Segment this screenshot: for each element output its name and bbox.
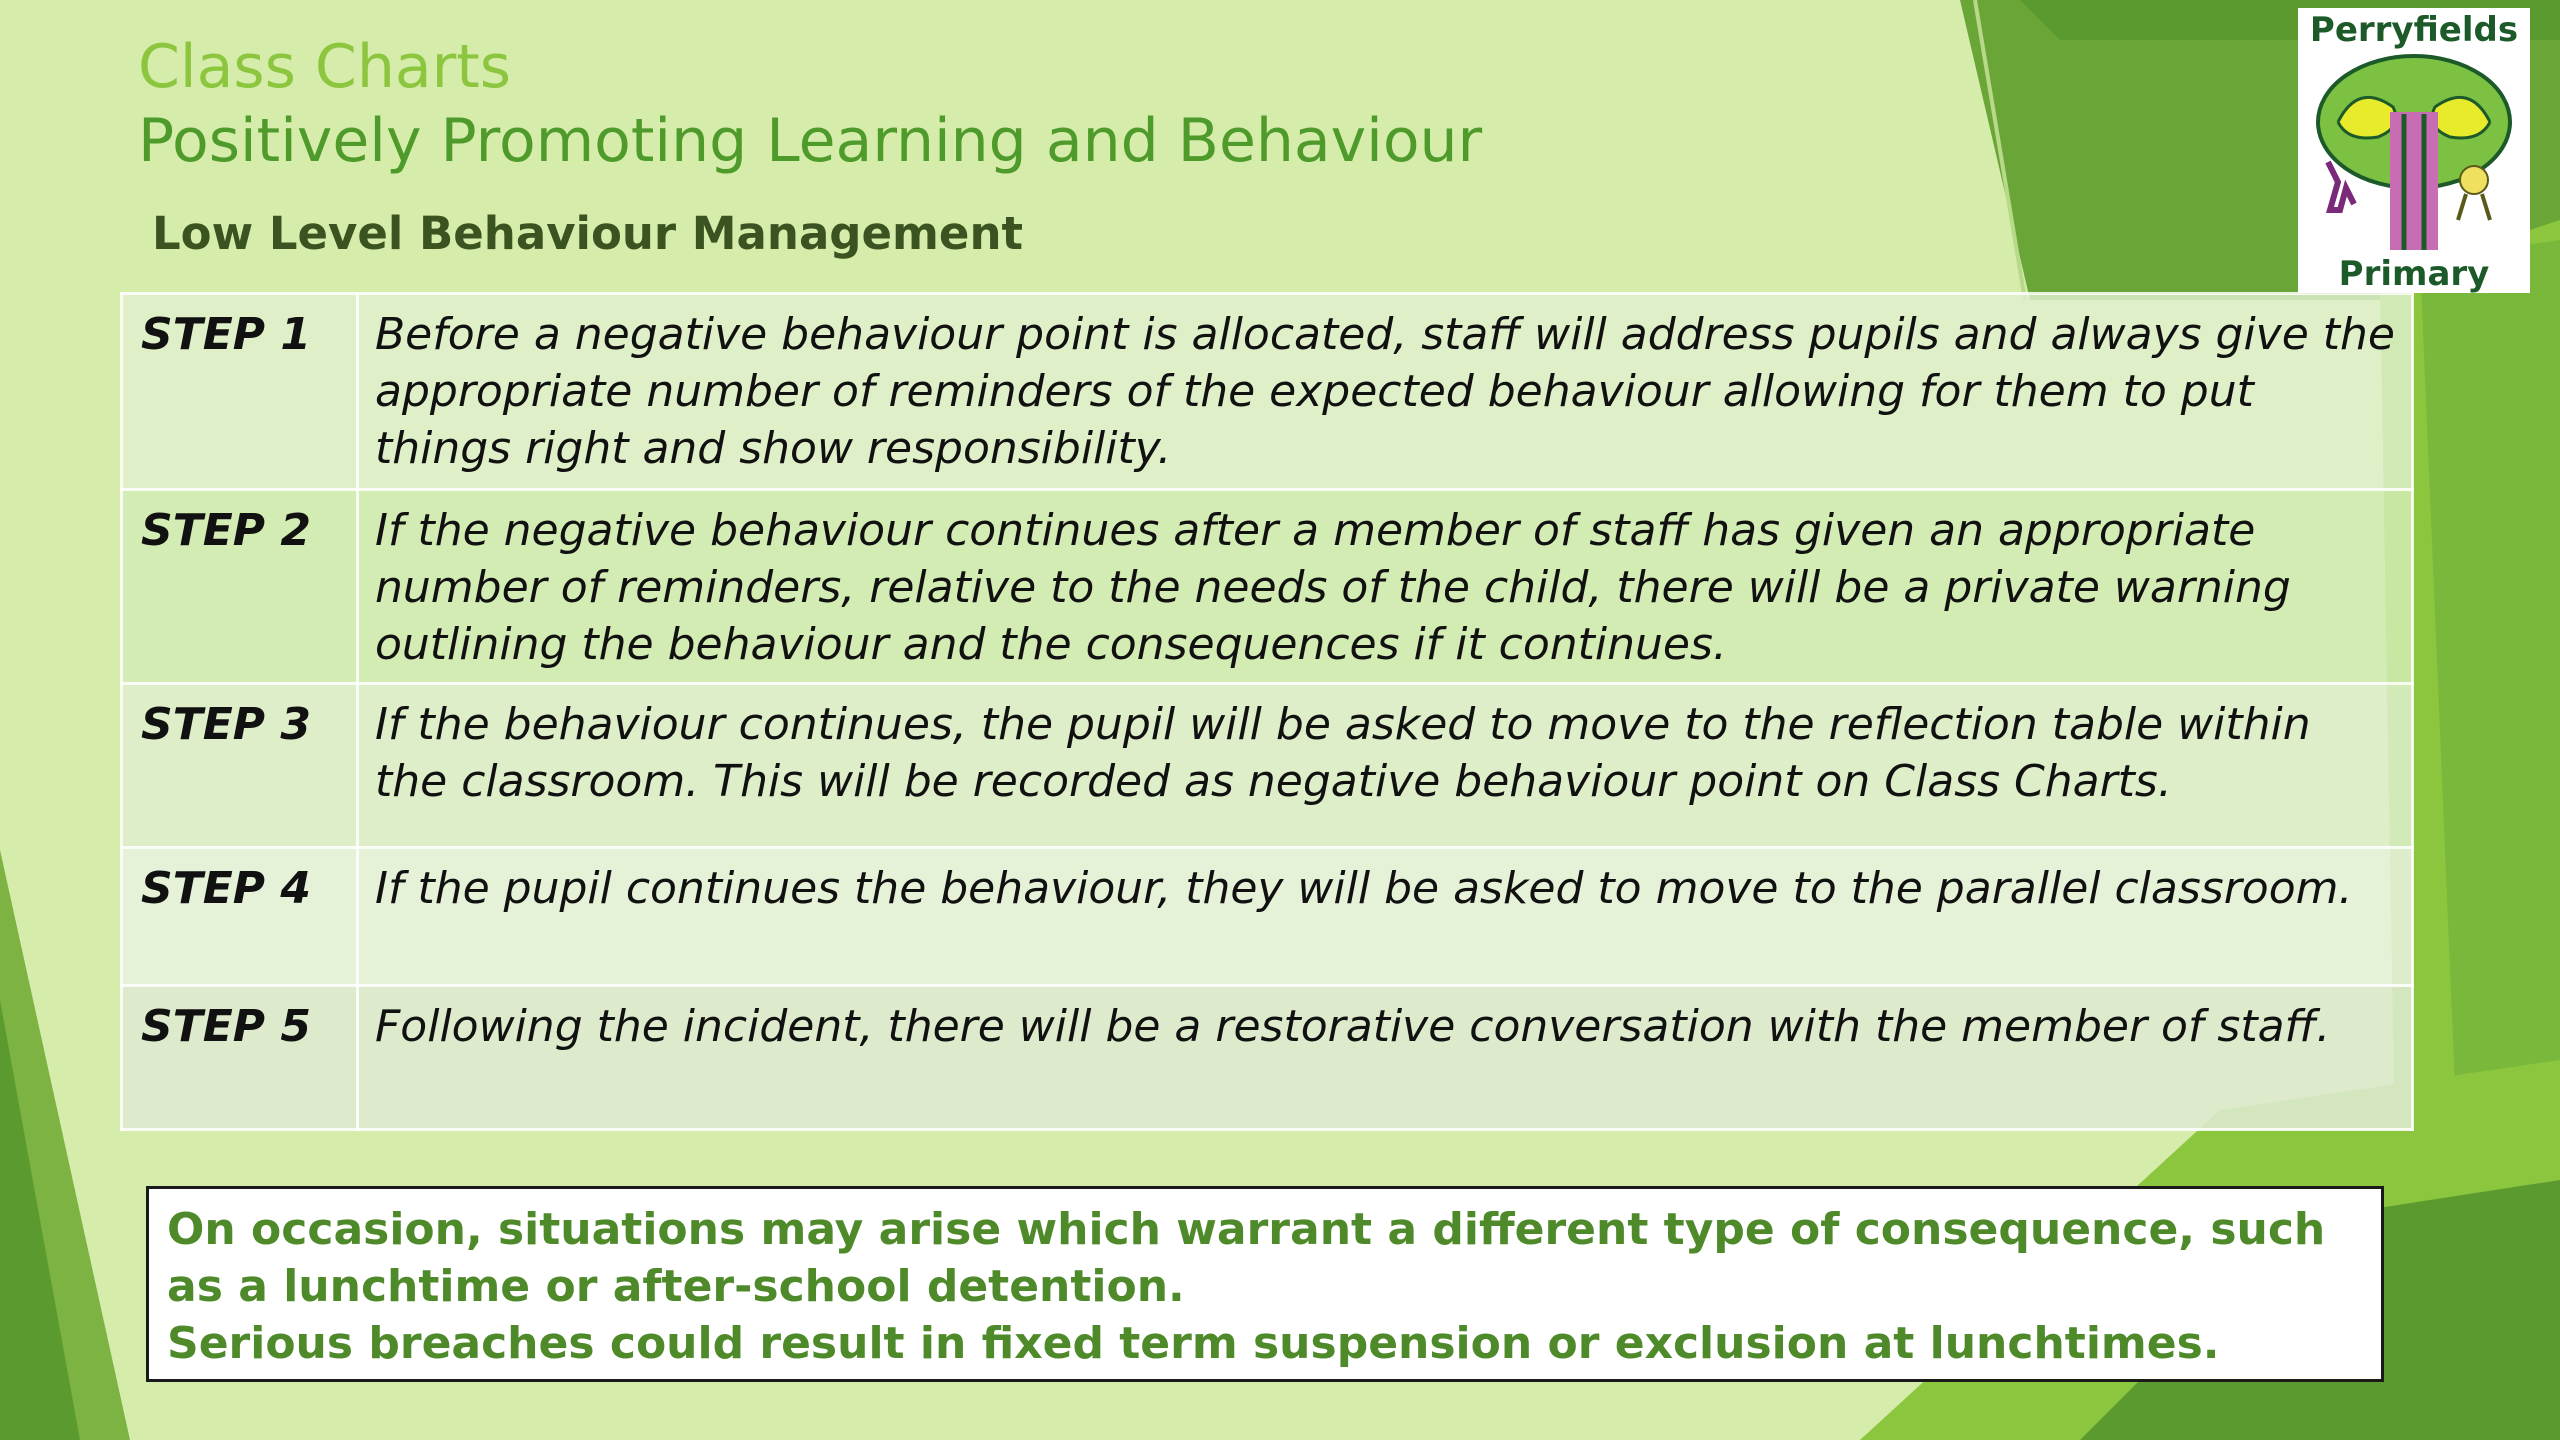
table-row	[122, 986, 2413, 1130]
step-description: If the pupil continues the behaviour, they will be asked to move to the parallel classroom.	[358, 848, 2413, 986]
step-label: STEP 5	[122, 986, 358, 1130]
table-row	[122, 490, 2413, 684]
school-logo	[2298, 8, 2530, 293]
section-heading: Low Level Behaviour Management	[152, 207, 1023, 260]
slide-subtitle: Positively Promoting Learning and Behaviour	[138, 106, 1483, 176]
behaviour-steps-table	[120, 292, 2414, 1131]
step-description: Before a negative behaviour point is allocated, staff will address pupils and always give the appropriate number of reminders of the expected behaviour allowing for them to put things right and show responsibility.	[358, 294, 2413, 490]
table-row	[122, 848, 2413, 986]
step-description: If the behaviour continues, the pupil will be asked to move to the reflection table within the classroom. This will be recorded as negative behaviour point on Class Charts.	[358, 684, 2413, 848]
step-description: Following the incident, there will be a restorative conversation with the member of staff.	[358, 986, 2413, 1130]
step-label: STEP 2	[122, 490, 358, 684]
step-label: STEP 1	[122, 294, 358, 490]
table-row	[122, 294, 2413, 490]
consequence-note-box	[146, 1186, 2384, 1382]
logo-bottom-text: Primary	[2338, 254, 2490, 294]
logo-top-text: Perryfields	[2309, 10, 2519, 50]
step-label: STEP 4	[122, 848, 358, 986]
slide-title: Class Charts	[138, 32, 512, 102]
step-label: STEP 3	[122, 684, 358, 848]
note-line-suspension: Serious breaches could result in fixed term suspension or exclusion at lunchtimes.	[167, 1318, 2220, 1369]
tree-logo-icon	[2298, 52, 2530, 252]
step-description: If the negative behaviour continues after a member of staff has given an appropriate number of reminders, relative to the needs of the child, there will be a private warning outlining the behaviour and the consequences if it continues.	[358, 490, 2413, 684]
table-row	[122, 684, 2413, 848]
note-line-detention: On occasion, situations may arise which warrant a different type of consequence, such as a lunchtime or after-school detention.	[167, 1204, 2326, 1312]
